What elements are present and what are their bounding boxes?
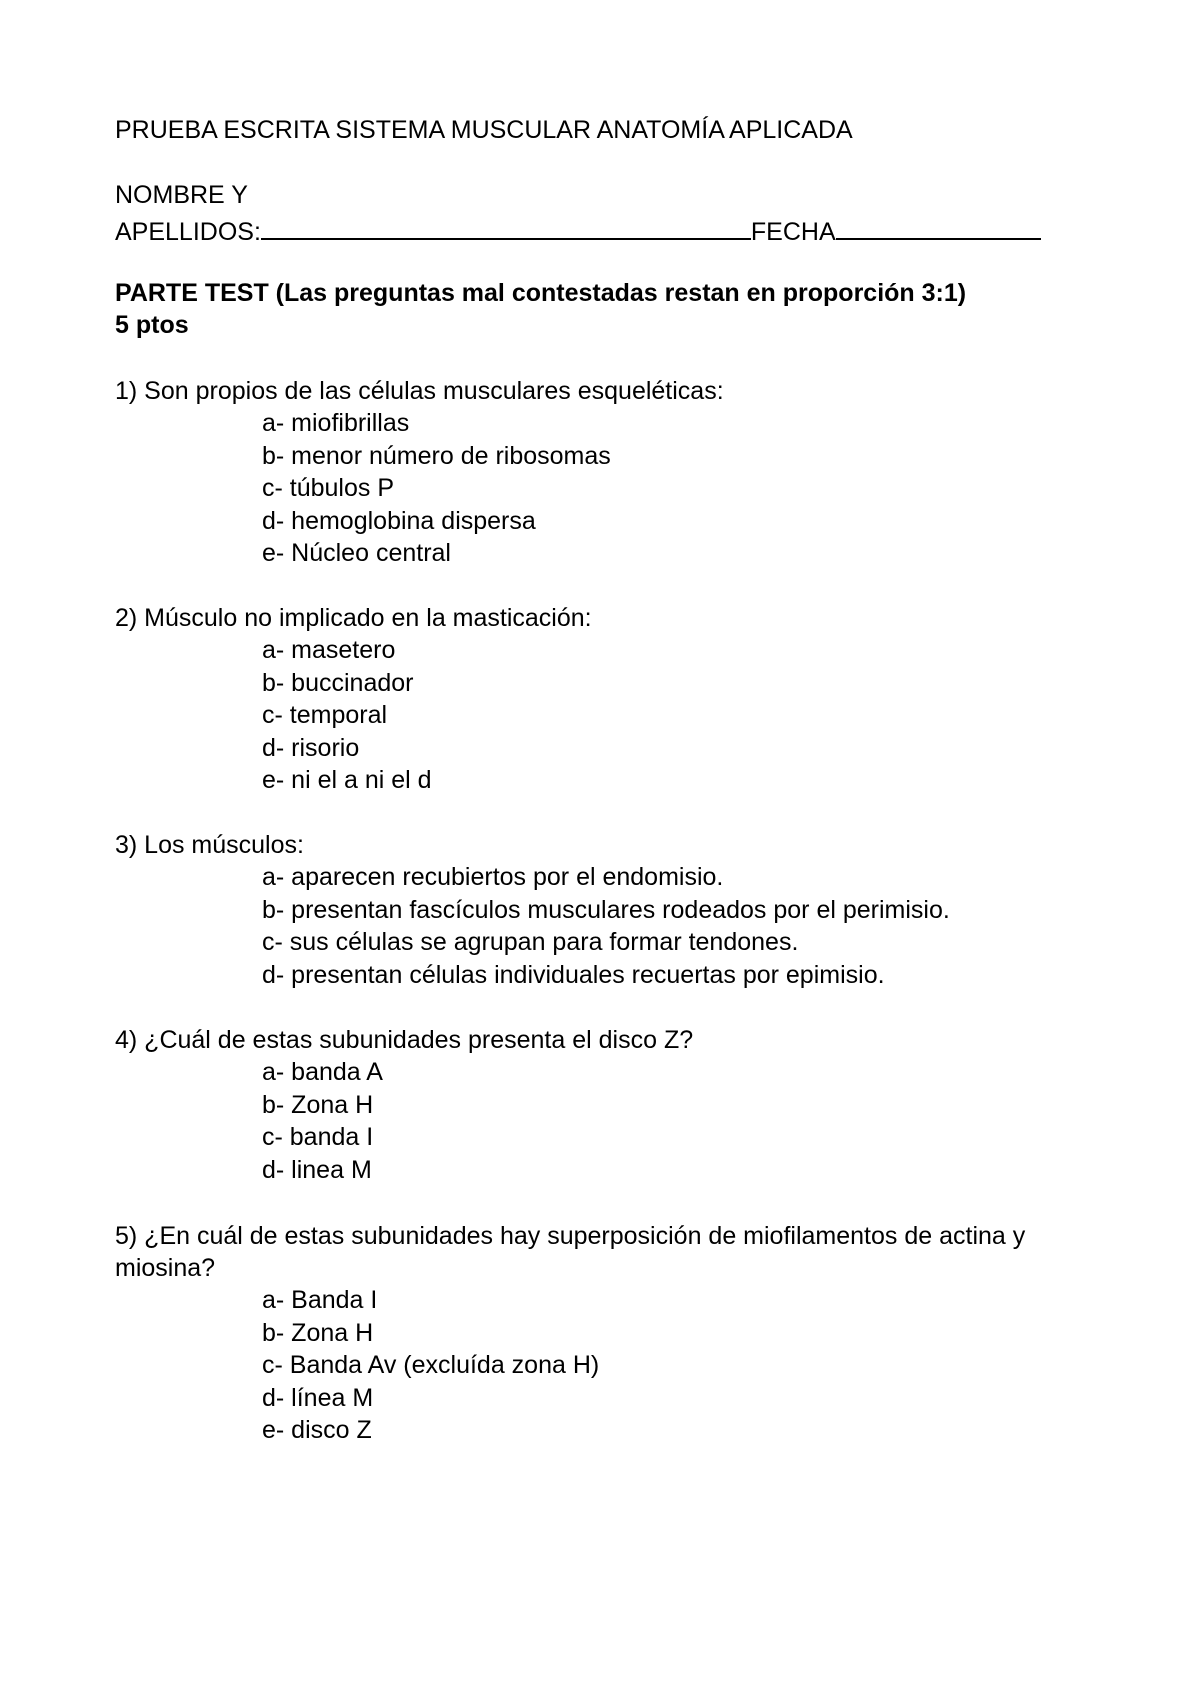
question-stem: 2) Músculo no implicado en la masticación: xyxy=(115,604,592,632)
question-stem: 1) Son propios de las células musculares esqueléticas: xyxy=(115,377,724,405)
question-4 xyxy=(115,1024,1115,1186)
name-label-line2: APELLIDOS: xyxy=(115,218,261,246)
option-c: c- Banda Av (excluída zona H) xyxy=(262,1351,600,1380)
question-3 xyxy=(115,829,1115,991)
option-list xyxy=(262,1284,1115,1447)
question-stem: 3) Los músculos: xyxy=(115,831,304,859)
option-list xyxy=(262,861,1115,991)
option-c: c- túbulos P xyxy=(262,474,395,503)
date-label: FECHA xyxy=(750,218,836,246)
option-a: a- aparecen recubiertos por el endomisio. xyxy=(262,863,724,891)
option-b: b- Zona H xyxy=(262,1090,374,1119)
option-c: c- sus células se agrupan para formar tendones. xyxy=(262,928,799,957)
option-e: e- disco Z xyxy=(262,1416,372,1445)
option-e: e- ni el a ni el d xyxy=(262,766,432,795)
name-date-row xyxy=(115,212,1041,248)
option-d: d- linea M xyxy=(262,1155,372,1184)
name-label-line1: NOMBRE Y xyxy=(115,181,248,209)
question-2 xyxy=(115,602,1115,797)
question-stem: 5) ¿En cuál de estas subunidades hay superposición de miofilamentos de actina y miosina? xyxy=(115,1222,1026,1282)
option-d: d- hemoglobina dispersa xyxy=(262,506,536,535)
document-title: PRUEBA ESCRITA SISTEMA MUSCULAR ANATOMÍA APLICADA xyxy=(115,116,853,144)
option-b: b- menor número de ribosomas xyxy=(262,441,611,470)
option-a: a- masetero xyxy=(262,636,396,664)
option-list xyxy=(262,407,1115,570)
question-1 xyxy=(115,375,1115,570)
option-a: a- Banda I xyxy=(262,1286,378,1314)
option-d: d- risorio xyxy=(262,733,360,762)
option-c: c- banda I xyxy=(262,1123,374,1152)
option-b: b- presentan fascículos musculares rodeados por el perimisio. xyxy=(262,895,950,924)
question-5 xyxy=(115,1220,1115,1447)
option-b: b- buccinador xyxy=(262,668,414,697)
question-stem: 4) ¿Cuál de estas subunidades presenta el disco Z? xyxy=(115,1026,694,1054)
option-e: e- Núcleo central xyxy=(262,539,451,568)
test-section-header: PARTE TEST (Las preguntas mal contestadas restan en proporción 3:1) xyxy=(115,279,967,307)
option-a: a- banda A xyxy=(262,1058,383,1086)
option-b: b- Zona H xyxy=(262,1318,374,1347)
test-section-points: 5 ptos xyxy=(115,311,189,339)
name-blank-field[interactable] xyxy=(261,212,751,240)
option-list xyxy=(262,1056,1115,1186)
option-list xyxy=(262,634,1115,797)
date-blank-field[interactable] xyxy=(836,212,1041,240)
option-d: d- línea M xyxy=(262,1383,374,1412)
option-c: c- temporal xyxy=(262,701,388,730)
option-a: a- miofibrillas xyxy=(262,409,410,437)
option-d: d- presentan células individuales recuertas por epimisio. xyxy=(262,960,885,989)
